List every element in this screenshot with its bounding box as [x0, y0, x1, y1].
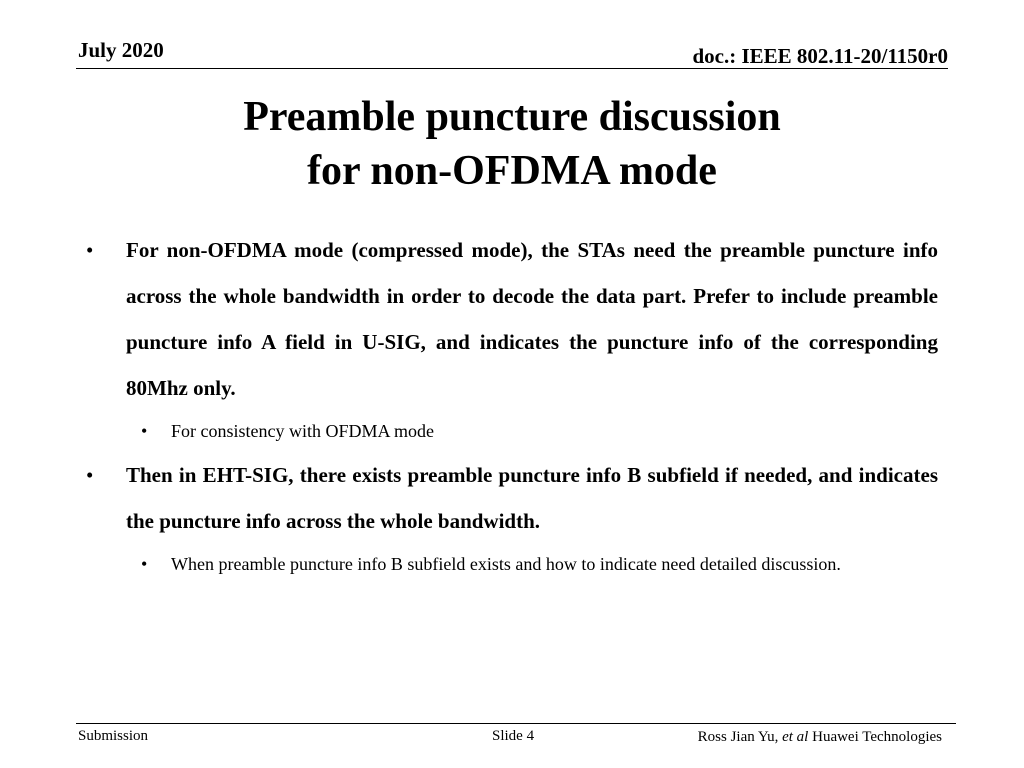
header-divider [76, 68, 948, 69]
sub-bullet-1-1-text: For consistency with OFDMA mode [171, 421, 434, 441]
bullet-2 [86, 452, 938, 544]
bullet-1 [86, 227, 938, 411]
slide-content [86, 227, 938, 585]
bullet-dot-icon: • [86, 463, 94, 487]
bullet-dot-icon: • [86, 238, 94, 262]
slide-title [0, 90, 1024, 198]
sub-bullet-2-1 [126, 544, 938, 585]
bullet-2-text: Then in EHT-SIG, there exists preamble puncture info B subfield if needed, and indicates the puncture info across the whole bandwidth. [126, 463, 938, 533]
footer-organization: Huawei Technologies [808, 729, 942, 745]
header-date: July 2020 [78, 38, 164, 62]
footer-submission: Submission [78, 728, 149, 744]
bullet-dot-icon: • [141, 554, 148, 574]
header-doc-id: doc.: IEEE 802.11-20/1150r0 [692, 44, 948, 68]
footer-slide-number: Slide 4 [492, 728, 535, 744]
sub-bullet-2-1-text: When preamble puncture info B subfield exists and how to indicate need detailed discussion. [171, 554, 841, 574]
footer-divider [76, 723, 956, 724]
bullet-dot-icon: • [141, 421, 148, 441]
footer-author [698, 729, 942, 746]
title-line-2: for non-OFDMA mode [307, 148, 717, 194]
bullet-1-text: For non-OFDMA mode (compressed mode), the STAs need the preamble puncture info across the whole bandwidth in order to decode the data part. Prefer to include preamble puncture info A field in U-SIG, and indicates the puncture info of the corresponding 80Mhz only. [126, 238, 938, 400]
title-line-1: Preamble puncture discussion [243, 94, 781, 140]
footer-et-al: et al [782, 729, 809, 745]
footer-author-name: Ross Jian Yu, [697, 729, 783, 745]
sub-bullet-1-1 [126, 411, 938, 452]
